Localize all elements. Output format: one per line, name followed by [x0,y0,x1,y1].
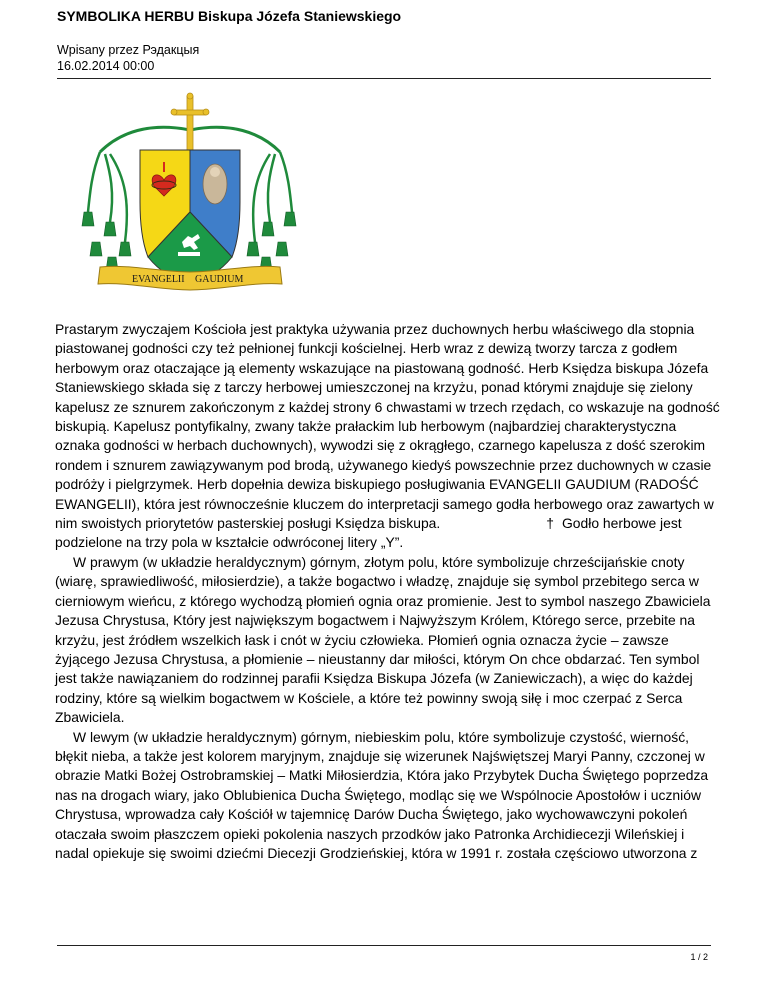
page-number: 1 / 2 [690,952,708,962]
paragraph-1-continued: Godło herbowe jest podzielone na trzy pola w kształcie odwróconej litery „Y”. [55,515,682,551]
paragraph-1 [55,320,720,553]
paragraph-3: W lewym (w układzie heraldycznym) górnym, niebieskim polu, które symbolizuje czystość, wierność, błękit nieba, a także jest kolorem maryjnym, znajduje się wizerunek Najświętszej Maryi Panny, czczonej w obrazie Matki Bożej Ostrobramskiej – Matki Miłosierdzia, Która jako Przybytek Ducha Świętego poprzedza nas na drogach wiary, jako Oblubienica Ducha Świętego, modląc się we Wspólnocie Apostołów i uczniów Chrystusa, wprowadza cały Kościół w tajemnicę Darów Ducha Świętego, jako wychowawczyni pokoleń otaczała swoim płaszczem opieki pokolenia naszych przodków jako Patronka Archidiecezji Wileńskiej i nadal opiekuje się swoimi dziećmi Diecezji Grodzieńskiej, która w 1991 r. została częściowo utworzona z [55,728,709,861]
footer-divider [57,945,711,946]
article-body [55,320,720,863]
header-divider [57,78,711,79]
article-meta [57,42,199,74]
page-title: SYMBOLIKA HERBU Biskupa Józefa Staniewskiego [57,8,402,24]
coat-of-arms-image [70,92,310,322]
dagger-icon: † [546,515,554,532]
motto-left: EVANGELII [132,274,185,285]
cross-icon [171,93,209,156]
motto-right: GAUDIUM [195,274,244,285]
shield-icon [140,150,240,282]
virgin-mary-icon [203,164,227,204]
paragraph-2: W prawym (w układzie heraldycznym) górnym, złotym polu, które symbolizuje chrześcijańskie cnoty (wiarę, sprawiedliwość, miłosierdzie), a także bogactwo i władzę, znajduje się symbol przebitego serca w cierniowym wieńcu, z którego wychodzą płomień ognia oraz promienie. Jest to symbol naszego Zbawiciela Jezusa Chrystusa, Który jest największym bogactwem i Najwyższym Królem, Którego serce, przebite na krzyżu, jest źródłem wszelkich łask i cnót w życiu człowieka. Płomień ognia oznacza życie – zawsze żyjącego Jezusa Chrystusa, a płomienie – nieustanny dar miłości, którym On chce obdarzać. Ten symbol jest także nawiązaniem do rodzinnej parafii Księdza Biskupa Józefa (w Zaniewiczach), a więc do każdej rodziny, które są wielkim bogactwem w Kościele, a które też powinny swoją siłę i moc czerpać z Serca Zbawiciela. [55,553,711,726]
paragraph-1-text: Prastarym zwyczajem Kościoła jest praktyka używania przez duchownych herbu właściwego dla stopnia piastowanej godności czy też pełnionej funkcji kościelnej. Herb wraz z dewizą tworzy tarcza z godłem herbowym oraz otaczające ją elementy wskazujące na piastowaną godność. Herb Księdza biskupa Józefa Staniewskiego składa się z tarczy herbowej umieszczonej na krzyżu, ponad którymi znajduje się zielony kapelusz ze sznurem zakończonym z każdej strony 6 chwastami w trzech rzędach, co wskazuje na godność biskupią. Kapelusz pontyfikalny, zwany także prałackim lub herbowym (najbardziej charakterystyczna oznaka godności w herbach duchownych), wywodzi się z okrągłego, czarnego kapelusza z dość szerokim rondem i sznurem zawiązywanym pod brodą, używanego kiedyś powszechnie przez duchownych w czasie podróży i pielgrzymek. Herb dopełnia dewiza biskupiego posługiwania EVANGELII GAUDIUM (RADOŚĆ EWANGELII), która jest równocześnie kluczem do interpretacji samego godła herbowego oraz zawartych w nim swoistych priorytetów pasterskiej posługi Księdza biskupa. [55,321,720,532]
date-line: 16.02.2014 00:00 [57,59,155,73]
author-line: Wpisany przez Рэдакцыя [57,43,200,57]
